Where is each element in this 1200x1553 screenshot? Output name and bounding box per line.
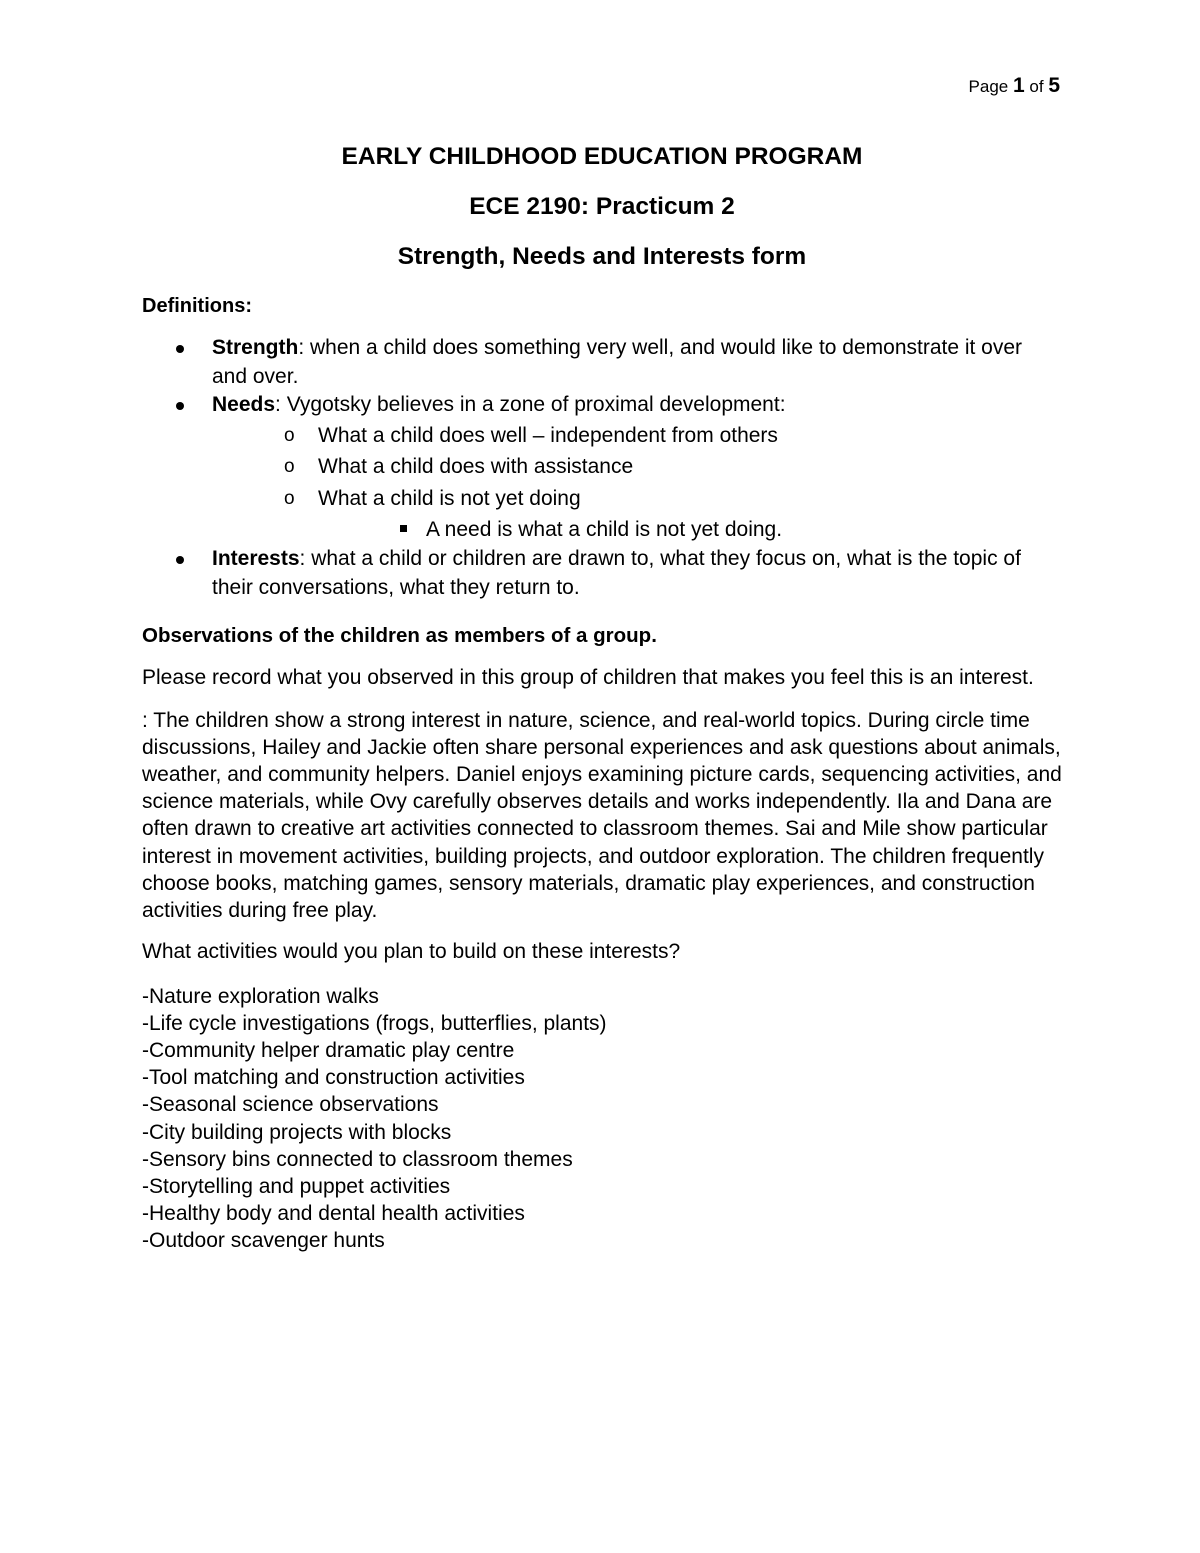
list-item: -Healthy body and dental health activities bbox=[142, 1202, 525, 1226]
page-of: of bbox=[1029, 77, 1044, 96]
list-item: -Storytelling and puppet activities bbox=[142, 1175, 451, 1199]
list-item: -Outdoor scavenger hunts bbox=[142, 1229, 385, 1253]
sub-marker: o bbox=[284, 456, 295, 477]
list-item: -Seasonal science observations bbox=[142, 1093, 439, 1117]
list-item: -Life cycle investigations (frogs, butterflies, plants) bbox=[142, 1011, 607, 1035]
page-number bbox=[969, 74, 1060, 98]
definition-interests bbox=[142, 545, 1062, 602]
needs-sub-item: o What a child does well – independent from others bbox=[142, 420, 1062, 452]
sub-marker: o bbox=[284, 487, 295, 509]
definition-text: : when a child does something very well, and would like to demonstrate it over and over. bbox=[212, 336, 1023, 388]
definition-term: Strength bbox=[212, 336, 299, 359]
definitions-list bbox=[142, 334, 1062, 602]
definition-text: : what a child or children are drawn to, what they focus on, what is the topic of their conversations, what they return to. bbox=[212, 547, 1021, 599]
observations-prompt: Please record what you observed in this group of children that makes you feel this is an interest. bbox=[142, 666, 1034, 689]
activities-prompt: What activities would you plan to build on these interests? bbox=[142, 940, 681, 964]
needs-sub-list bbox=[212, 420, 1062, 546]
observations-response: : The children show a strong interest in nature, science, and real-world topics. During circle time discussions, Hailey and Jackie often share personal experiences and ask questions about animals, weather, and community helpers. Daniel enjoys examining picture cards, sequencing activities, and science materials, while Ovy carefully observes details and works independently. Ila and Dana are often drawn to creative art activities connected to classroom themes. Sai and Mile show particular interest in movement activities, building projects, and outdoor exploration. The children frequently choose books, matching games, sensory materials, dramatic play experiences, and construction activities during free play. bbox=[142, 708, 1062, 922]
definition-text: : Vygotsky believes in a zone of proximal development: bbox=[275, 393, 786, 416]
definition-term: Needs bbox=[212, 393, 276, 416]
needs-sub-sub-list bbox=[248, 514, 1062, 545]
needs-sub-sub-item: A need is what a child is not yet doing. bbox=[178, 514, 1062, 545]
activities-list bbox=[142, 983, 1062, 1255]
program-title: EARLY CHILDHOOD EDUCATION PROGRAM bbox=[341, 143, 863, 170]
definition-term: Interests bbox=[212, 547, 300, 570]
page-prefix: Page bbox=[968, 77, 1009, 96]
definitions-heading: Definitions: bbox=[142, 295, 252, 317]
course-title: ECE 2190: Practicum 2 bbox=[469, 193, 735, 220]
page-total: 5 bbox=[1048, 74, 1060, 97]
list-item: -Sensory bins connected to classroom themes bbox=[142, 1147, 573, 1171]
form-title: Strength, Needs and Interests form bbox=[397, 243, 807, 270]
document-body bbox=[142, 140, 1062, 1255]
list-item: -City building projects with blocks bbox=[142, 1120, 452, 1144]
page-current: 1 bbox=[1012, 74, 1025, 97]
observations-heading: Observations of the children as members of a group. bbox=[142, 624, 657, 647]
definition-strength bbox=[142, 334, 1062, 391]
list-item: -Community helper dramatic play centre bbox=[142, 1039, 515, 1063]
list-item: -Tool matching and construction activities bbox=[142, 1066, 525, 1090]
list-item: -Nature exploration walks bbox=[142, 984, 379, 1008]
needs-sub-item: o What a child does with assistance bbox=[142, 451, 1062, 483]
sub-marker: o bbox=[284, 424, 295, 446]
definition-needs bbox=[142, 391, 1062, 545]
needs-sub-item: o What a child is not yet doing A need is what a child is not yet doing. bbox=[142, 483, 1062, 546]
